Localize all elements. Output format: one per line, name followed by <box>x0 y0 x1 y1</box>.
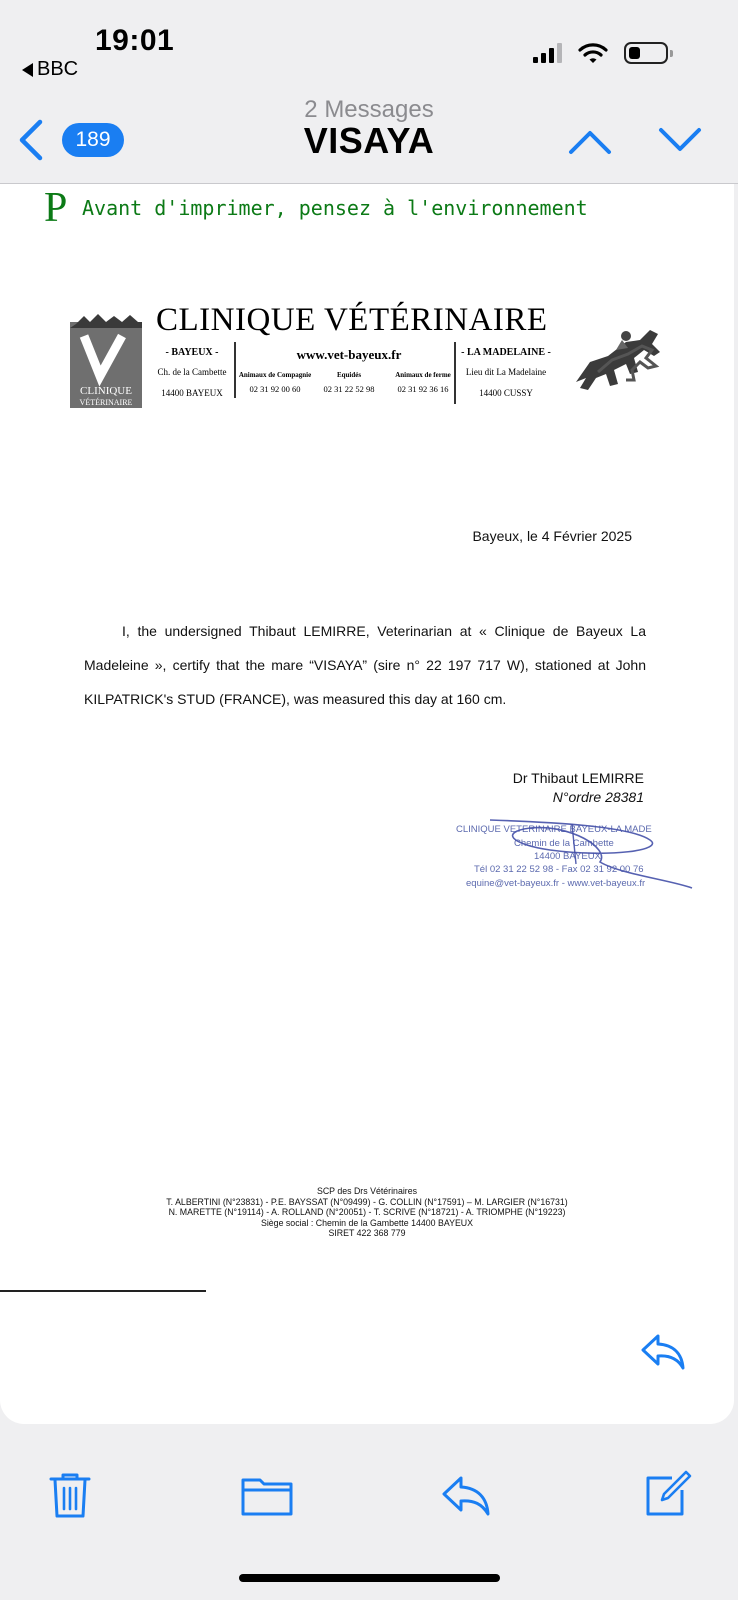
environment-notice: Avant d'imprimer, pensez à l'environnement <box>82 196 588 220</box>
logo-text-clinique: CLINIQUE <box>80 385 132 397</box>
folder-icon[interactable] <box>240 1470 294 1520</box>
certificate-text: I, the undersigned Thibaut LEMIRRE, Veterinarian at « Clinique de Bayeux La Madeleine », certify that the mare “VISAYA” (sire n° 22 197 717 W), stationed at John KILPATRICK's STUD (FRANCE), was measured this day at 160 cm. <box>84 623 646 707</box>
stamp-line-3: 14400 BAYEUX <box>534 851 601 862</box>
certificate-paragraph <box>84 614 646 716</box>
cellular-signal-icon <box>533 43 562 63</box>
clinic-logo-icon <box>70 312 142 408</box>
phone-number-farm: 02 31 92 36 16 <box>397 384 449 394</box>
madelaine-city: - LA MADELAINE - <box>461 347 551 358</box>
letterhead-madelaine-block <box>458 348 554 398</box>
signatory-name: Dr Thibaut LEMIRRE <box>512 770 644 786</box>
madelaine-address: Lieu dit La Madelaine <box>465 367 547 377</box>
unread-count-badge[interactable]: 189 <box>62 123 124 157</box>
thread-message-count: 2 Messages <box>304 96 434 123</box>
thread-title: VISAYA <box>303 120 435 161</box>
status-time: 19:01 <box>95 24 175 57</box>
back-to-app-link[interactable] <box>22 58 78 81</box>
clinic-stamp <box>456 824 710 914</box>
phone-label-companion: Animaux de Compagnie <box>238 371 312 379</box>
wifi-icon <box>578 42 608 64</box>
footer-line-4: Siège social : Chemin de la Gambette 14400 BAYEUX <box>260 1217 474 1228</box>
stamp-line-2: Chemin de la Cambette <box>514 838 614 849</box>
back-triangle-icon <box>22 63 33 77</box>
bayeux-zip: 14400 BAYEUX <box>161 388 223 398</box>
previous-message-chevron-up-icon[interactable] <box>568 126 612 156</box>
document-end-rule <box>0 1290 206 1292</box>
clinic-website: www.vet-bayeux.fr <box>296 347 402 362</box>
bayeux-address: Ch. de la Cambette <box>157 367 227 377</box>
stamp-line-1: CLINIQUE VETERINAIRE BAYEUX-LA MADE <box>456 824 652 835</box>
reply-icon[interactable] <box>441 1470 491 1520</box>
message-reply-icon[interactable] <box>640 1332 686 1372</box>
phone-number-equine: 02 31 22 52 98 <box>323 384 375 394</box>
phone-label-equine: Equidés <box>336 371 362 379</box>
handwritten-signature <box>460 818 710 908</box>
compose-icon[interactable] <box>642 1470 692 1520</box>
footer-line-1: SCP des Drs Vétérinaires <box>316 1186 418 1196</box>
stamp-line-5: equine@vet-bayeux.fr - www.vet-bayeux.fr <box>466 878 646 889</box>
footer-line-3: N. MARETTE (N°19114) - A. ROLLAND (N°20051) - T. SCRIVE (N°18721) - A. TRIOMPHE (N°19223) <box>168 1207 566 1217</box>
phone-number-companion: 02 31 92 00 60 <box>249 384 301 394</box>
environment-p-icon: P <box>44 185 68 231</box>
bayeux-city: - BAYEUX - <box>165 347 219 358</box>
letter-footer <box>0 1186 734 1239</box>
phone-label-farm: Animaux de ferme <box>395 371 451 379</box>
message-body-card <box>0 184 734 1424</box>
logo-text-veterinaire: VÉTÉRINAIRE <box>79 398 133 407</box>
letterhead-divider-left <box>234 342 236 398</box>
status-icons <box>533 42 668 64</box>
letterhead-bayeux-block <box>150 348 234 398</box>
next-message-chevron-down-icon[interactable] <box>658 126 702 156</box>
letterhead-title: CLINIQUE VÉTÉRINAIRE <box>156 302 548 338</box>
back-app-label: BBC <box>37 58 79 80</box>
letter-date: Bayeux, le 4 Février 2025 <box>472 528 632 544</box>
footer-line-5: SIRET 422 368 779 <box>328 1228 406 1238</box>
footer-line-2: T. ALBERTINI (N°23831) - P.E. BAYSSAT (N°09499) - G. COLLIN (N°17591) – M. LARGIER (N°16731) <box>166 1196 568 1207</box>
signatory-order-number: N°ordre 28381 <box>552 789 644 805</box>
racing-horses-icon <box>568 322 672 394</box>
home-indicator[interactable] <box>239 1574 500 1582</box>
trash-icon[interactable] <box>48 1470 92 1520</box>
madelaine-zip: 14400 CUSSY <box>479 388 533 398</box>
battery-icon <box>624 42 668 64</box>
stamp-line-4: Tél 02 31 22 52 98 - Fax 02 31 92 00 76 <box>474 864 644 875</box>
